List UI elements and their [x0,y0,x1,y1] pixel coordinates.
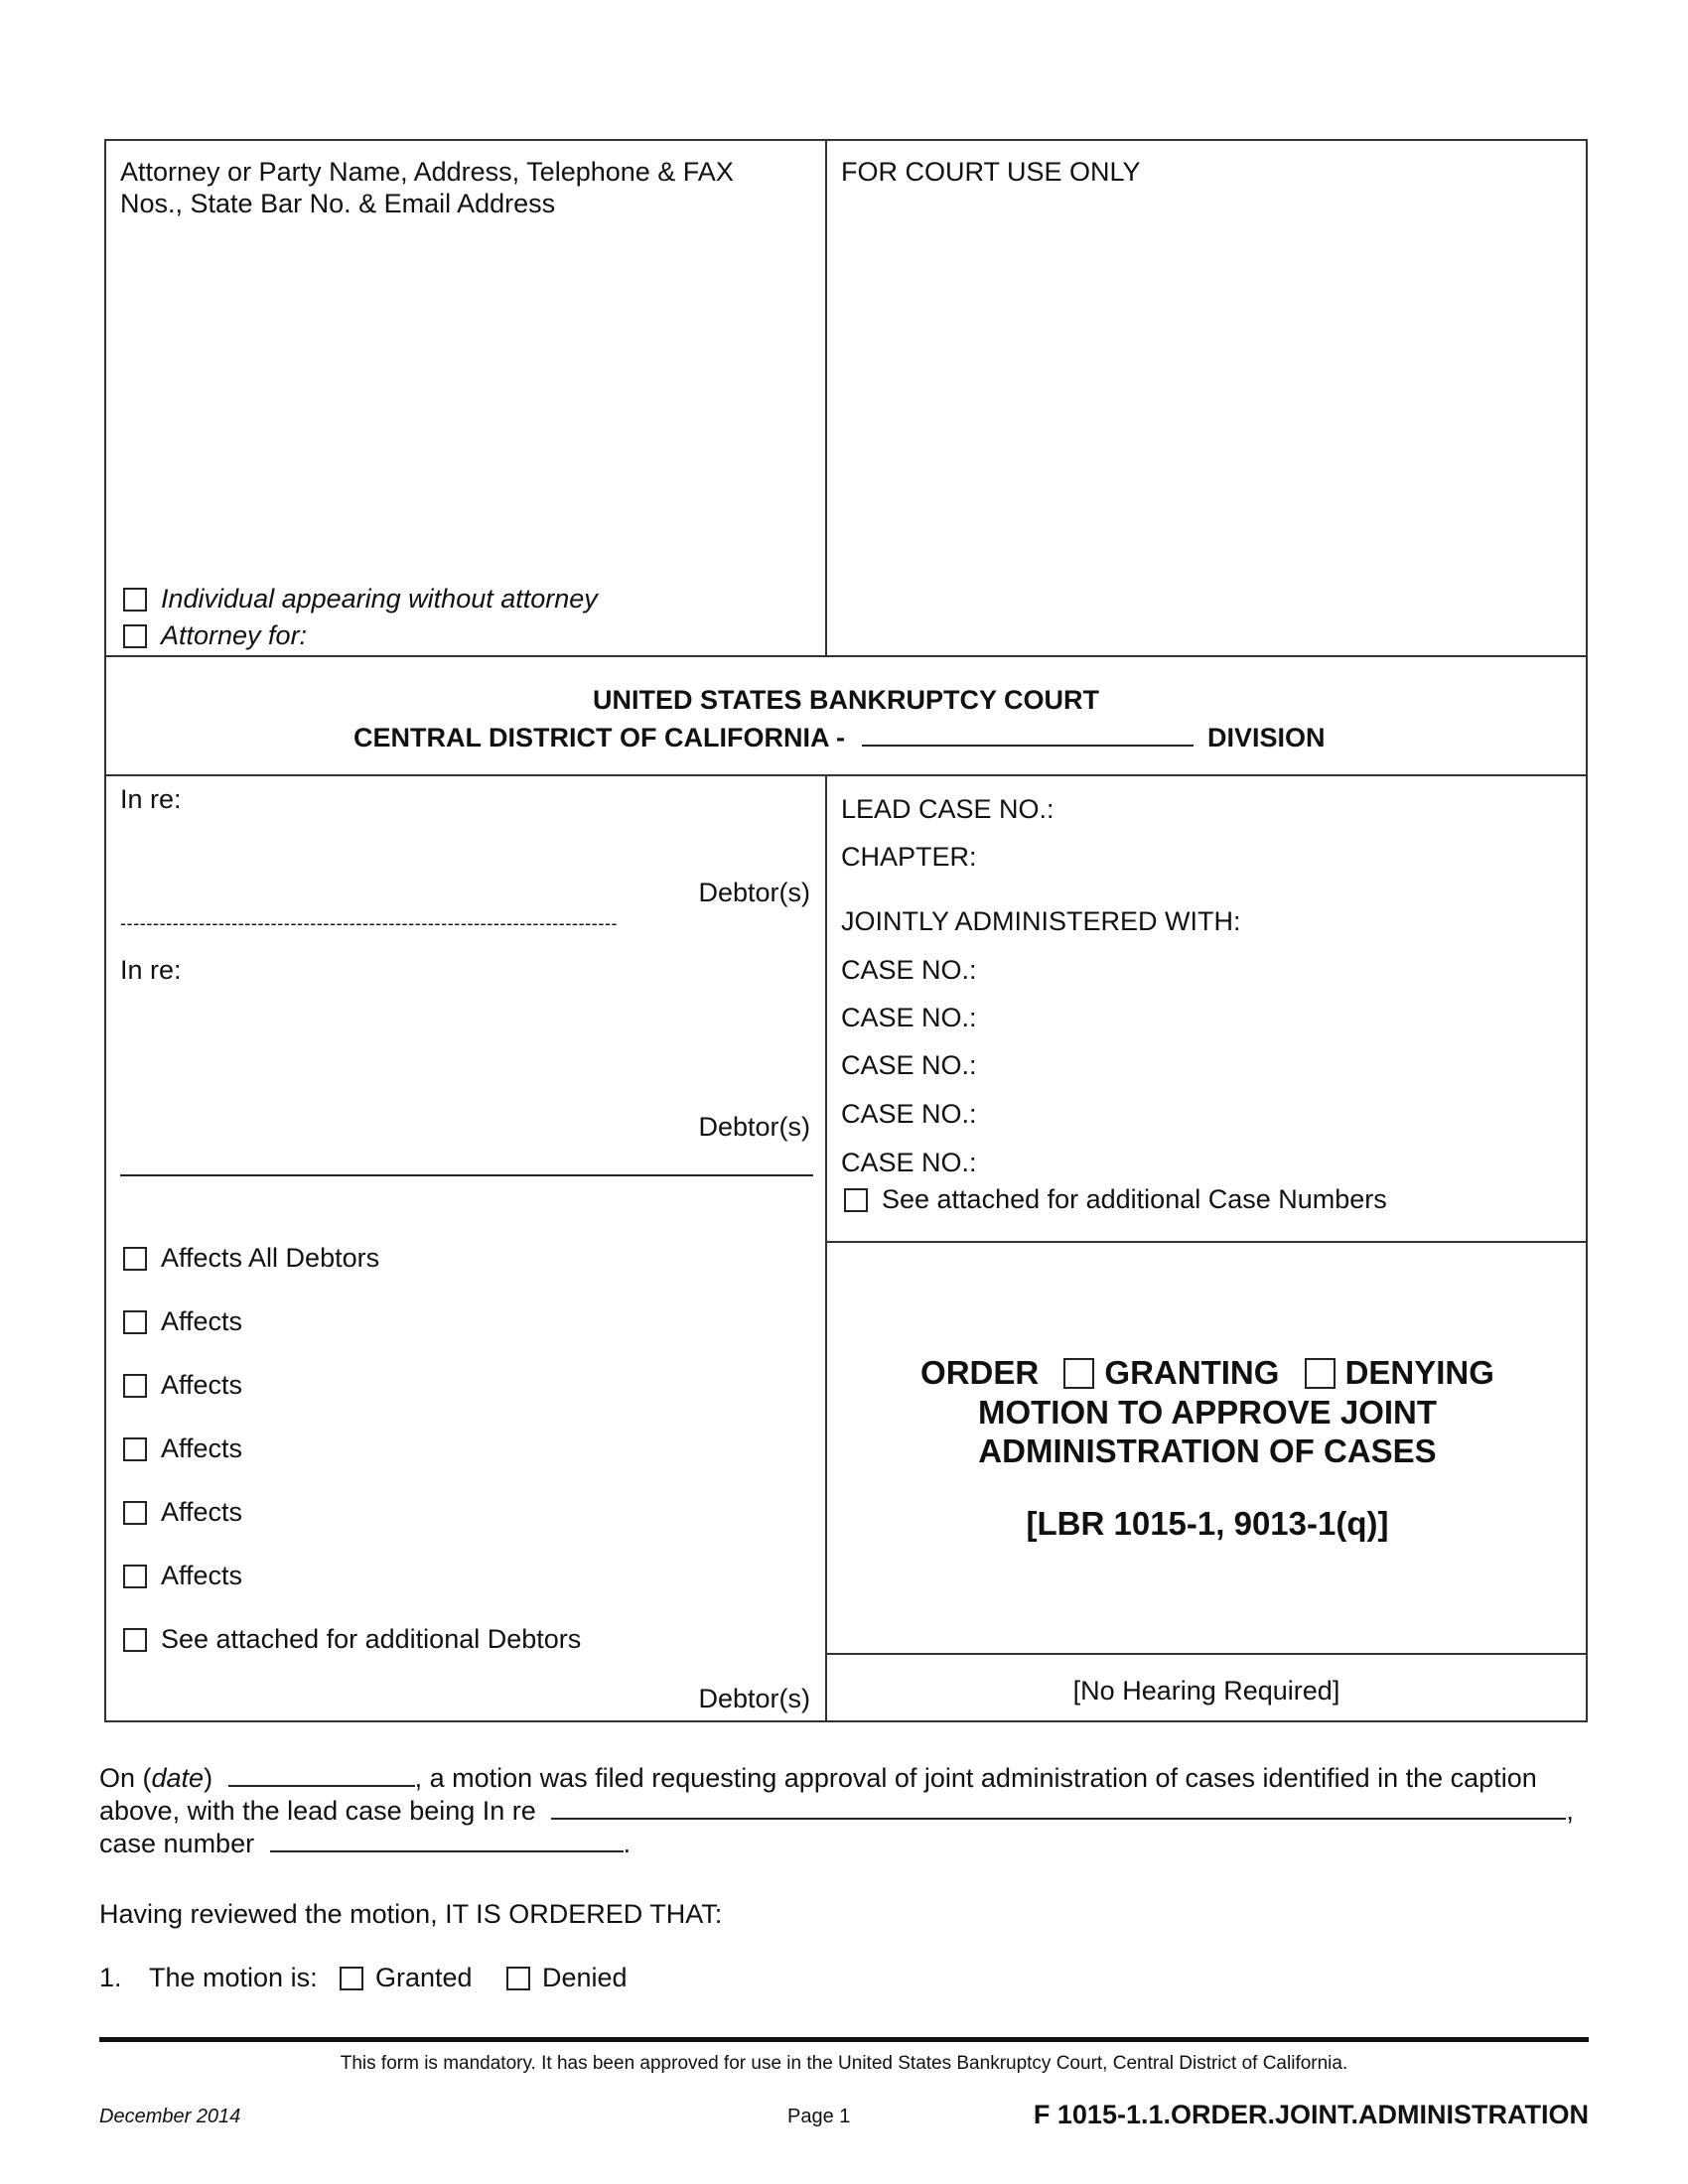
court-use-label: FOR COURT USE ONLY [841,157,1141,187]
lead-case-debtor-field[interactable] [551,1790,1566,1820]
affects-label-4: Affects [161,1497,243,1527]
frame-bottom [104,1720,1588,1722]
debtor-label-1: Debtor(s) [698,878,810,907]
lead-case-comma: , [1566,1796,1574,1826]
date-word: date [151,1763,205,1793]
attorney-for-label: Attorney for: [161,620,308,650]
individual-without-attorney-checkbox[interactable] [123,588,147,612]
frame-top [104,139,1588,141]
denying-label: DENYING [1344,1354,1494,1391]
granted-option[interactable] [340,1963,473,1993]
court-name: UNITED STATES BANKRUPTCY COURT [592,685,1099,715]
see-attached-cases-checkbox[interactable] [844,1188,868,1212]
affects-option-1[interactable] [123,1306,242,1337]
motion-text: , a motion was filed requesting approval of joint administration of cases identified in the caption [414,1763,1537,1793]
item1-text: The motion is: [149,1963,318,1992]
item1-number: 1. [99,1963,122,1992]
affects-option-3[interactable] [123,1433,242,1464]
attorney-label-line1: Attorney or Party Name, Address, Telephone & FAX [120,157,734,187]
on-text: On ( [99,1763,152,1793]
affects-checkbox-4[interactable] [123,1501,147,1525]
footer-form-id: F 1015-1.1.ORDER.JOINT.ADMINISTRATION [1033,2100,1589,2129]
footer-date: December 2014 [99,2106,241,2127]
denied-label: Denied [542,1963,628,1992]
affects-checkbox-3[interactable] [123,1437,147,1461]
lead-case-label: LEAD CASE NO.: [841,794,1055,824]
debtor-label-3: Debtor(s) [698,1684,810,1713]
denied-checkbox[interactable] [506,1967,530,1990]
case-no-label-5: CASE NO.: [841,1148,977,1177]
lead-case-line [99,1790,1574,1827]
jointly-administered-label: JOINTLY ADMINISTERED WITH: [841,906,1241,936]
no-hearing-label: [No Hearing Required] [1072,1676,1340,1706]
see-attached-debtors-label: See attached for additional Debtors [161,1624,582,1654]
case-number-field[interactable] [270,1823,624,1852]
order-title-line3: ADMINISTRATION OF CASES [978,1433,1437,1469]
affects-checkbox-1[interactable] [123,1310,147,1334]
footer-page: Page 1 [787,2106,851,2127]
division-suffix: DIVISION [1207,723,1326,752]
individual-without-attorney-option[interactable] [123,584,598,614]
mandatory-notice: This form is mandatory. It has been approved for use in the United States Bankruptcy Court, Central District of California. [340,2053,1348,2074]
affects-label-2: Affects [161,1370,243,1400]
rule-after-court-header [104,774,1588,776]
in-re-label-2: In re: [120,955,182,985]
case-number-line [99,1823,631,1859]
denied-option[interactable] [506,1963,628,1993]
motion-date-line [99,1757,1537,1794]
affects-option-5[interactable] [123,1561,242,1591]
frame-right [1586,139,1588,1722]
order-word: ORDER [920,1354,1040,1391]
having-reviewed-text: Having reviewed the motion, IT IS ORDERED THAT: [99,1899,723,1929]
rule-after-attorney [104,655,1588,657]
case-no-label-4: CASE NO.: [841,1099,977,1129]
case-number-period: . [623,1829,632,1858]
footer-rule [99,2037,1589,2042]
affects-all-debtors-label: Affects All Debtors [161,1243,380,1273]
affects-all-debtors-checkbox[interactable] [123,1247,147,1271]
affects-checkbox-5[interactable] [123,1565,147,1588]
court-district-prefix: CENTRAL DISTRICT OF CALIFORNIA - [353,723,845,752]
affects-option-2[interactable] [123,1370,242,1401]
chapter-label: CHAPTER: [841,842,977,872]
debtor-separator: ---------------------------------------------------------------------------- [120,913,619,933]
granting-label: GRANTING [1104,1354,1280,1391]
lead-case-prefix: above, with the lead case being In re [99,1796,536,1826]
division-field[interactable] [862,717,1194,747]
see-attached-debtors-option[interactable] [123,1624,581,1655]
rule-after-cases [825,1241,1588,1243]
motion-date-field[interactable] [228,1757,415,1787]
column-divider-top [825,139,827,656]
affects-label-1: Affects [161,1306,243,1336]
column-divider-bottom [825,774,827,1722]
affects-option-4[interactable] [123,1497,242,1528]
case-no-label-3: CASE NO.: [841,1050,977,1080]
court-district-line [353,717,1326,753]
case-number-prefix: case number [99,1829,255,1858]
see-attached-debtors-checkbox[interactable] [123,1628,147,1652]
granted-label: Granted [375,1963,473,1992]
case-no-label-1: CASE NO.: [841,955,977,985]
affects-checkbox-2[interactable] [123,1374,147,1398]
order-title-line1 [830,1354,1585,1392]
individual-without-attorney-label: Individual appearing without attorney [161,584,598,614]
attorney-for-option[interactable] [123,620,307,651]
frame-left [104,139,106,1722]
affects-label-3: Affects [161,1433,243,1463]
affects-all-debtors-option[interactable] [123,1243,379,1274]
see-attached-cases-label: See attached for additional Case Numbers [882,1184,1387,1214]
order-rule-citation: [LBR 1015-1, 9013-1(q)] [1026,1505,1389,1542]
close-paren: ) [204,1763,213,1793]
rule-before-no-hearing [825,1653,1588,1655]
in-re-label-1: In re: [120,784,182,814]
debtor-underline [120,1174,813,1176]
see-attached-cases-option[interactable] [844,1184,1387,1215]
denying-checkbox[interactable] [1305,1358,1336,1389]
affects-label-5: Affects [161,1561,243,1590]
granted-checkbox[interactable] [340,1967,363,1990]
debtor-label-2: Debtor(s) [698,1112,810,1142]
case-no-label-2: CASE NO.: [841,1003,977,1032]
attorney-for-checkbox[interactable] [123,624,147,648]
granting-checkbox[interactable] [1063,1358,1094,1389]
attorney-label-line2: Nos., State Bar No. & Email Address [120,189,556,218]
order-title-line2: MOTION TO APPROVE JOINT [977,1394,1438,1431]
